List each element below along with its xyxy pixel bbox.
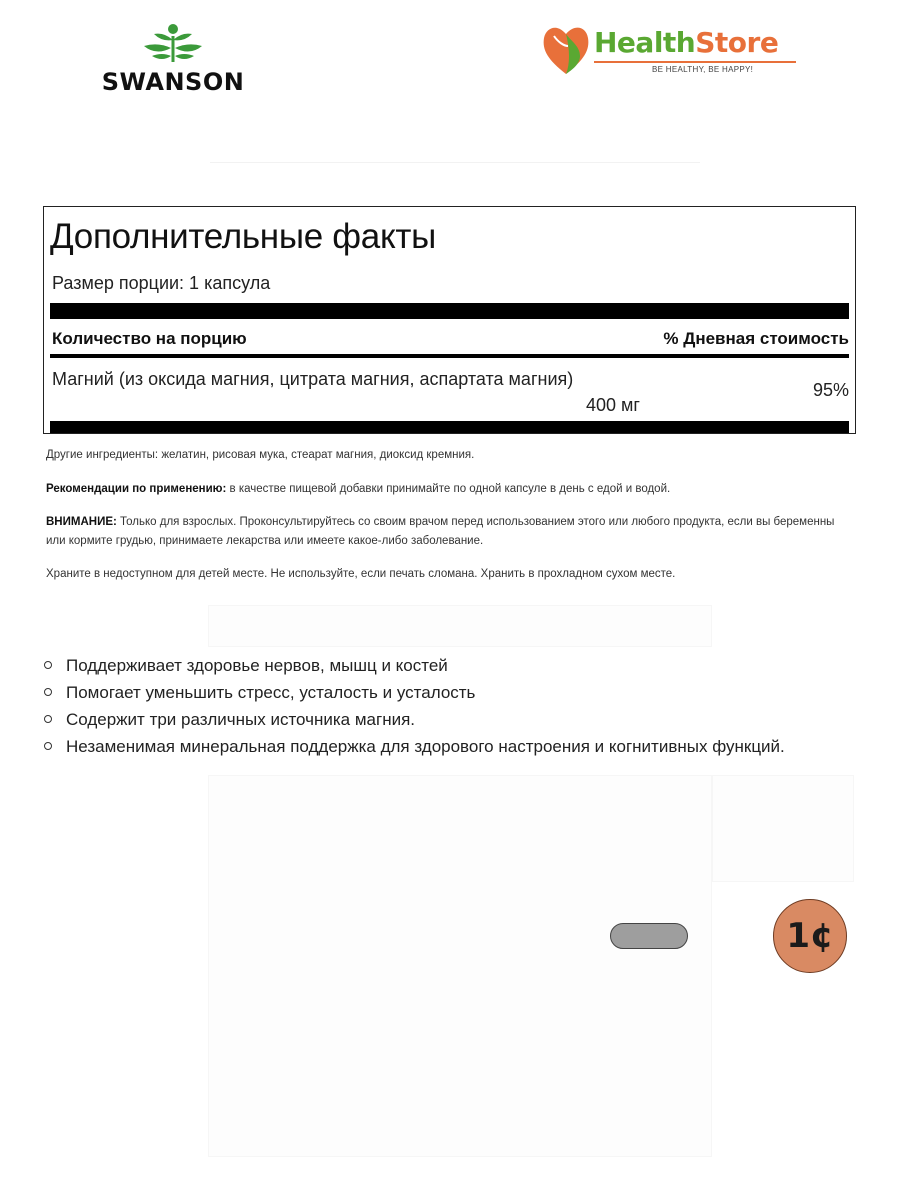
amount-per-serving-header: Количество на порцию xyxy=(52,329,247,348)
bullet-circle-icon xyxy=(44,742,52,750)
swanson-logo xyxy=(98,22,248,102)
supplement-facts-panel xyxy=(43,206,856,434)
other-ingredients: Другие ингредиенты: желатин, рисовая мука, стеарат магния, диоксид кремния. xyxy=(46,449,475,461)
list-item xyxy=(44,652,864,679)
nutrient-amount: 400 мг xyxy=(586,395,640,415)
directions xyxy=(46,480,856,499)
warning-text: Только для взрослых. Проконсультируйтесь со своим врачом перед использованием этого или любого продукта, если вы беременны или кормите грудью, принимаете лекарства или имеете какое-либо заболевание. xyxy=(46,516,835,547)
healthstore-underline xyxy=(594,61,796,63)
nutrient-daily-value: 95% xyxy=(812,380,849,400)
directions-label: Рекомендации по применению: xyxy=(46,483,227,495)
list-item xyxy=(44,733,864,760)
healthstore-word-part1: Health xyxy=(594,26,696,59)
bullet-circle-icon xyxy=(44,688,52,696)
warning xyxy=(46,513,856,551)
list-item-text: Незаменимая минеральная поддержка для здорового настроения и когнитивных функций. xyxy=(66,737,785,756)
swanson-wordmark: SWANSON xyxy=(101,68,245,96)
benefits-list xyxy=(44,652,864,760)
healthstore-wordmark xyxy=(594,26,778,59)
healthstore-word-part2: Store xyxy=(695,26,779,59)
list-item xyxy=(44,679,864,706)
sprout-figure-icon xyxy=(138,22,208,66)
facts-bottom-rule xyxy=(50,421,849,433)
healthstore-slogan: BE HEALTHY, BE HAPPY! xyxy=(652,65,754,74)
facts-thin-rule xyxy=(50,354,849,358)
divider xyxy=(210,162,700,163)
list-item-text: Поддерживает здоровье нервов, мышц и костей xyxy=(66,656,448,675)
directions-text: в качестве пищевой добавки принимайте по одной капсуле в день с едой и водой. xyxy=(226,483,671,495)
daily-value-header: % Дневная стоимость xyxy=(663,329,849,348)
background-block xyxy=(208,605,712,647)
bullet-circle-icon xyxy=(44,661,52,669)
list-item xyxy=(44,706,864,733)
capsule-size-icon xyxy=(610,923,688,949)
storage-note: Храните в недоступном для детей месте. Не используйте, если печать сломана. Хранить в прохладном сухом месте. xyxy=(46,568,676,580)
bullet-circle-icon xyxy=(44,715,52,723)
healthstore-logo xyxy=(540,20,810,80)
warning-label: ВНИМАНИЕ: xyxy=(46,516,117,528)
background-block xyxy=(208,775,712,1157)
background-block xyxy=(712,775,854,882)
list-item-text: Содержит три различных источника магния. xyxy=(66,710,416,729)
list-item-text: Помогает уменьшить стресс, усталость и усталость xyxy=(66,683,476,702)
heart-leaf-icon xyxy=(540,20,592,78)
facts-thick-rule xyxy=(50,303,849,319)
facts-title: Дополнительные факты xyxy=(50,217,436,256)
coin-size-icon: 1¢ xyxy=(773,899,847,973)
serving-size: Размер порции: 1 капсула xyxy=(52,273,271,293)
nutrient-name: Магний (из оксида магния, цитрата магния, аспартата магния) xyxy=(52,369,574,389)
